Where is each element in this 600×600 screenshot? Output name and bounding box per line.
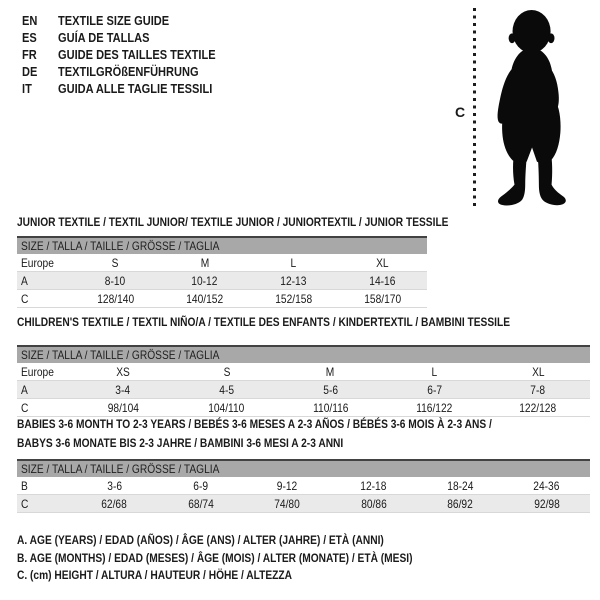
age-cell: 9-12 — [277, 478, 298, 493]
table-row-c — [17, 290, 427, 308]
language-code: IT — [22, 81, 32, 96]
table-row-a — [17, 272, 427, 290]
language-row-fr — [22, 46, 243, 63]
size-cell: M — [326, 364, 335, 379]
language-row-de — [22, 63, 243, 80]
row-label: B — [21, 478, 28, 493]
age-cell: 5-6 — [323, 382, 338, 397]
size-header-bar: SIZE / TALLA / TAILLE / GRÖSSE / TAGLIA — [17, 459, 590, 477]
table-title: CHILDREN'S TEXTILE / TEXTIL NIÑO/A / TEXTILE DES ENFANTS / KINDERTEXTIL / BAMBINI TESSILE — [17, 315, 511, 329]
baby-silhouette-icon — [486, 8, 582, 208]
height-cell: 158/170 — [364, 291, 401, 306]
language-code: EN — [22, 13, 38, 28]
language-row-en — [22, 12, 243, 29]
language-code: ES — [22, 30, 37, 45]
height-cell: 86/92 — [447, 496, 474, 511]
legend — [17, 532, 482, 585]
age-cell: 7-8 — [530, 382, 546, 397]
height-cell: 116/122 — [416, 400, 453, 415]
age-cell: 10-12 — [191, 273, 218, 288]
legend-line-a: A. AGE (YEARS) / EDAD (AÑOS) / ÂGE (ANS) / ALTER (JAHRE) / ETÀ (ANNI) — [17, 533, 384, 547]
height-cell: 152/158 — [275, 291, 312, 306]
junior-textile-table — [17, 215, 449, 308]
row-label: Europe — [21, 255, 54, 270]
age-cell: 3-6 — [106, 478, 122, 493]
height-cell: 80/86 — [360, 496, 387, 511]
height-cell: 128/140 — [97, 291, 134, 306]
row-label: Europe — [21, 364, 54, 379]
table-title: BABIES 3-6 MONTH TO 2-3 YEARS / BEBÉS 3-6 MESES A 2-3 AÑOS / BÉBÉS 3-6 MOIS À 2-3 ANS / BABYS 3-6 MONATE BIS 2-3 JAHRE / BAMBINI 3-6 MESI A 2-3 ANNI — [17, 417, 492, 450]
height-cell: 92/98 — [533, 496, 560, 511]
language-label: GUIDA ALLE TAGLIE TESSILI — [58, 81, 213, 96]
childrens-textile-table — [17, 316, 590, 417]
age-cell: 8-10 — [105, 273, 126, 288]
height-cell: 62/68 — [101, 496, 128, 511]
size-cell: S — [112, 255, 119, 270]
size-cell: L — [431, 364, 438, 379]
language-label: GUIDE DES TAILLES TEXTILE — [58, 47, 216, 62]
table-title: JUNIOR TEXTILE / TEXTIL JUNIOR/ TEXTILE JUNIOR / JUNIORTEXTIL / JUNIOR TESSILE — [17, 215, 449, 229]
height-cell: 68/74 — [187, 496, 214, 511]
table-row-europe — [17, 254, 427, 272]
row-label: C — [21, 496, 29, 511]
age-cell: 12-18 — [360, 478, 387, 493]
size-cell: XL — [531, 364, 545, 379]
language-row-it — [22, 80, 243, 97]
age-cell: 18-24 — [447, 478, 474, 493]
language-code: DE — [22, 64, 38, 79]
table-row-b — [17, 477, 590, 495]
height-measure-label: C — [455, 104, 466, 120]
height-dotted-line-icon — [473, 8, 476, 206]
size-cell: S — [223, 364, 231, 379]
legend-line-b: B. AGE (MONTHS) / EDAD (MESES) / ÂGE (MOIS) / ALTER (MONATE) / ETÀ (MESI) — [17, 550, 413, 565]
babies-textile-table — [17, 415, 590, 513]
legend-line-c: C. (cm) HEIGHT / ALTURA / HAUTEUR / HÖHE / ALTEZZA — [17, 568, 293, 582]
row-label: C — [21, 400, 29, 415]
size-cell: XL — [376, 255, 389, 270]
size-header-bar: SIZE / TALLA / TAILLE / GRÖSSE / TAGLIA — [17, 236, 427, 254]
size-cell: XS — [116, 364, 130, 379]
height-cell: 104/110 — [208, 400, 245, 415]
age-cell: 6-7 — [426, 382, 442, 397]
table-row-europe — [17, 363, 590, 381]
height-cell: 140/152 — [186, 291, 223, 306]
age-cell: 14-16 — [369, 273, 396, 288]
row-label: A — [21, 382, 28, 397]
age-cell: 12-13 — [280, 273, 307, 288]
height-cell: 74/80 — [274, 496, 301, 511]
age-cell: 4-5 — [219, 382, 235, 397]
size-cell: L — [290, 255, 297, 270]
size-cell: M — [200, 255, 209, 270]
height-cell: 110/116 — [312, 400, 349, 415]
size-header-bar: SIZE / TALLA / TAILLE / GRÖSSE / TAGLIA — [17, 345, 590, 363]
row-label: A — [21, 273, 28, 288]
age-cell: 3-4 — [115, 382, 131, 397]
height-cell: 122/128 — [519, 400, 557, 415]
height-cell: 98/104 — [107, 400, 139, 415]
table-row-c — [17, 495, 590, 513]
language-label: TEXTILGRÖßENFÜHRUNG — [58, 64, 199, 79]
language-label: GUÍA DE TALLAS — [58, 30, 150, 45]
language-row-es — [22, 29, 243, 46]
language-code: FR — [22, 47, 37, 62]
language-list — [22, 12, 243, 97]
language-label: TEXTILE SIZE GUIDE — [58, 13, 170, 28]
age-cell: 24-36 — [533, 478, 560, 493]
age-cell: 6-9 — [193, 478, 209, 493]
table-row-a — [17, 381, 590, 399]
row-label: C — [21, 291, 29, 306]
